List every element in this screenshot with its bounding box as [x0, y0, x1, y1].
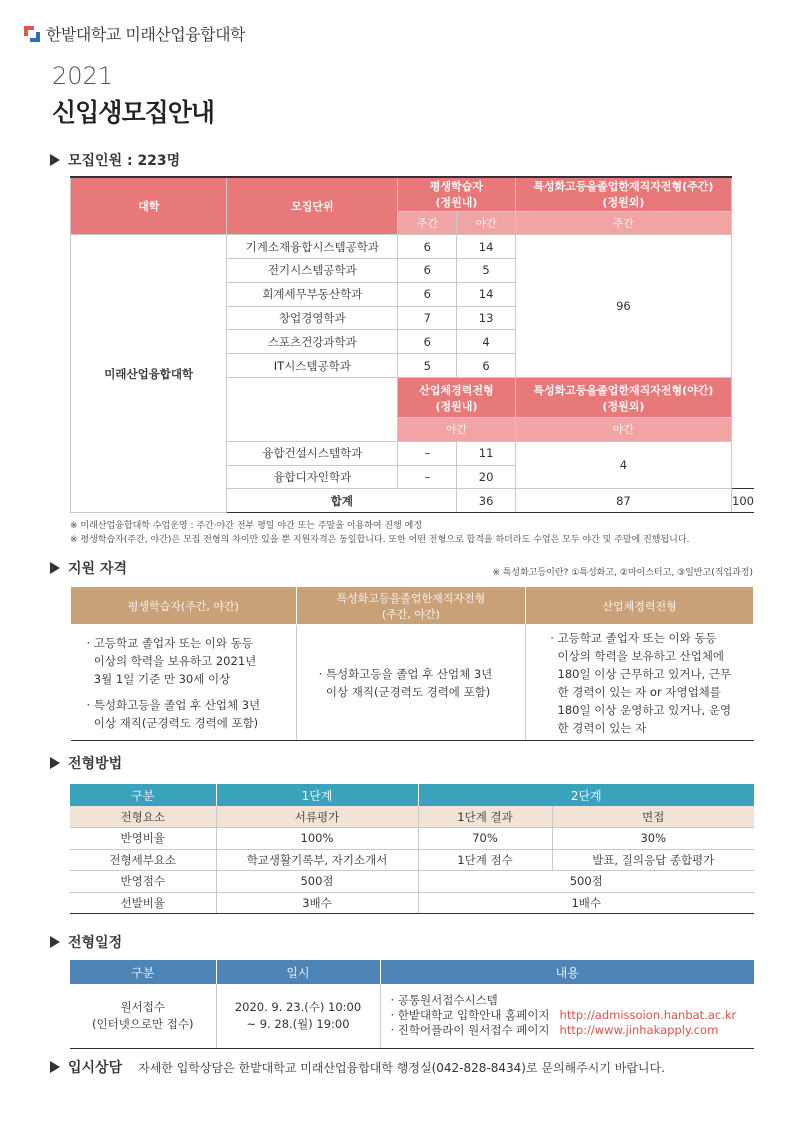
org-name: 한밭대학교 미래산업융합대학 [46, 25, 246, 44]
header-stage2: 2단계 [418, 784, 754, 806]
section-consult-title: 입시상담 [68, 1060, 123, 1076]
night-count: 13 [457, 306, 515, 330]
header-date: 일시 [216, 960, 380, 984]
triangle-bullet-icon [50, 757, 60, 769]
night-count: 5 [457, 259, 515, 283]
schedule-table [70, 960, 754, 1049]
content-line-2 [391, 1008, 755, 1023]
ratio-label: 선발비율 [70, 892, 216, 914]
eligibility-table [70, 586, 754, 741]
year: 2021 [52, 62, 114, 90]
section-schedule [50, 932, 122, 952]
day-count: – [398, 441, 457, 465]
night-count: 4 [457, 330, 515, 354]
score-stage1: 500점 [216, 871, 418, 893]
section-eligibility [50, 558, 127, 578]
method-cell: 전형요소 [70, 806, 216, 828]
eligibility-lifelong [71, 625, 297, 741]
method-cell: 면접 [552, 806, 754, 828]
header-night: 야간 [457, 211, 515, 235]
triangle-bullet-icon [50, 1061, 60, 1073]
header-division: 구분 [70, 960, 216, 984]
header-college: 대학 [71, 177, 227, 235]
night-count: 14 [457, 282, 515, 306]
university-logo-icon [24, 26, 40, 42]
section-method-title: 전형방법 [68, 756, 123, 772]
unit-name: 기계소재융합시스템공학과 [227, 235, 398, 259]
method-cell: 70% [418, 828, 552, 850]
method-cell: 전형세부요소 [70, 849, 216, 871]
header-night2: 야간 [398, 418, 516, 442]
unit-name: 회계세무부동산학과 [227, 282, 398, 306]
eligibility-lifelong-b: · 특성화고등을 졸업 후 산업체 3년 이상 재직(군경력도 경력에 포함) [86, 697, 261, 730]
special-day-total: 96 [515, 235, 731, 378]
eligibility-special: · 특성화고등을 졸업 후 산업체 3년 이상 재직(군경력도 경력에 포함) [296, 625, 526, 741]
method-cell: 100% [216, 828, 418, 850]
day-count: 6 [398, 235, 457, 259]
schedule-content [380, 984, 754, 1048]
method-cell: 학교생활기록부, 자기소개서 [216, 849, 418, 871]
recruit-table [70, 176, 754, 513]
unit-name: 스포츠건강과학과 [227, 330, 398, 354]
section-consult [50, 1057, 665, 1077]
header-lifelong-learner: 평생학습자(주간, 야간) [71, 587, 297, 625]
header-special-grad: 특성화고등을졸업한재직자전형 (주간, 야간) [296, 587, 526, 625]
unit-name: 전기시스템공학과 [227, 259, 398, 283]
total-night: 87 [515, 489, 731, 513]
header-special-day: 특성화고등을졸업한재직자전형(주간) (정원외) [515, 177, 731, 211]
header-unit: 모집단위 [227, 177, 398, 235]
header-night3: 야간 [515, 418, 731, 442]
method-cell: 서류평가 [216, 806, 418, 828]
schedule-division: 원서접수 (인터넷으로만 접수) [70, 984, 216, 1048]
method-cell: 1단계 점수 [418, 849, 552, 871]
unit-name: 융합건설시스템학과 [227, 441, 398, 465]
note-1: ※ 미래산업융합대학 수업운영 : 주간·야간 전부 평일 야간 또는 주말을 이용하여 진행 예정 [70, 521, 423, 531]
triangle-bullet-icon [50, 936, 60, 948]
day-count: 6 [398, 282, 457, 306]
page-title: 신입생모집안내 [52, 98, 215, 127]
method-cell: 반영비율 [70, 828, 216, 850]
total-day: 36 [457, 489, 515, 513]
header-lifelong: 평생학습자 (정원내) [398, 177, 516, 211]
schedule-date: 2020. 9. 23.(수) 10:00 ~ 9. 28.(월) 19:00 [216, 984, 380, 1048]
content-line-label: · 한밭대학교 입학안내 홈페이지 [390, 1008, 550, 1023]
triangle-bullet-icon [50, 562, 60, 574]
unit-name: 창업경영학과 [227, 306, 398, 330]
night-count: 11 [457, 441, 515, 465]
special-night-total: 4 [515, 441, 731, 489]
score-stage2: 500점 [418, 871, 754, 893]
content-line: · 공통원서접수시스템 [390, 993, 498, 1008]
section-recruit-title: 모집인원 : 223명 [68, 153, 181, 169]
day-count: 6 [398, 259, 457, 283]
method-cell: 발표, 질의응답 종합평가 [552, 849, 754, 871]
method-cell: 1단계 결과 [418, 806, 552, 828]
triangle-bullet-icon [50, 154, 60, 166]
header-industry: 산업체경력전형 (정원내) [398, 378, 516, 418]
header-day: 주간 [398, 211, 457, 235]
header-industry-career: 산업체경력전형 [526, 587, 754, 625]
content-line-3 [391, 1023, 755, 1038]
header-division: 구분 [70, 784, 216, 806]
night-count: 6 [457, 354, 515, 378]
header-logo [24, 22, 245, 45]
empty-unit-cell [227, 378, 398, 442]
day-count: 7 [398, 306, 457, 330]
day-count: – [398, 465, 457, 489]
section-schedule-title: 전형일정 [68, 935, 123, 951]
note-2: ※ 평생학습자(주간, 야간)은 모집 전형의 차이만 있을 뿐 지원자격은 동일합니다. 또한 어떤 전형으로 합격을 하더라도 수업은 모두 야간 및 주말에 진행됩니다. [70, 535, 690, 545]
eligibility-note: ※ 특성화고등이란? ①특성화고, ②마이스터고, ③일반고(직업과정) [492, 568, 753, 578]
eligibility-industry: · 고등학교 졸업자 또는 이와 동등 이상의 학력을 보유하고 산업체에 180일 이상 근무하고 있거나, 근무 한 경력이 있는 자 or 자영업체를 180일 이상 운영하고 있거나, 운영 한 경력이 있는 자 [526, 625, 754, 741]
day-count: 6 [398, 330, 457, 354]
college-name: 미래산업융합대학 [71, 235, 227, 513]
eligibility-lifelong-a: · 고등학교 졸업자 또는 이와 동등 이상의 학력을 보유하고 2021년 3월 1일 기준 만 30세 이상 [86, 635, 257, 686]
night-count: 14 [457, 235, 515, 259]
ratio-stage2: 1배수 [418, 892, 754, 914]
jinhak-link[interactable]: http://www.jinhakapply.com [559, 1023, 719, 1038]
method-cell: 30% [552, 828, 754, 850]
header-stage1: 1단계 [216, 784, 418, 806]
admission-link[interactable]: http://admissoion.hanbat.ac.kr [559, 1008, 737, 1023]
day-count: 5 [398, 354, 457, 378]
header-day2: 주간 [515, 211, 731, 235]
method-table [70, 784, 754, 914]
section-recruit [50, 150, 180, 170]
consult-text: 자세한 입학상담은 한밭대학교 미래산업융합대학 행정실(042-828-8434)로 문의해주시기 바랍니다. [138, 1060, 665, 1075]
unit-name: 융합디자인학과 [227, 465, 398, 489]
unit-name: IT시스템공학과 [227, 354, 398, 378]
section-method [50, 753, 122, 773]
night-count: 20 [457, 465, 515, 489]
total-special: 100 [732, 489, 754, 513]
score-label: 반영점수 [70, 871, 216, 893]
total-label: 합계 [227, 489, 457, 513]
header-content: 내용 [380, 960, 754, 984]
ratio-stage1: 3배수 [216, 892, 418, 914]
header-special-night: 특성화고등을졸업한재직자전형(야간) (정원외) [515, 378, 731, 418]
section-eligibility-title: 지원 자격 [68, 561, 127, 577]
content-line-label: · 진학어플라이 원서접수 페이지 [390, 1023, 550, 1038]
